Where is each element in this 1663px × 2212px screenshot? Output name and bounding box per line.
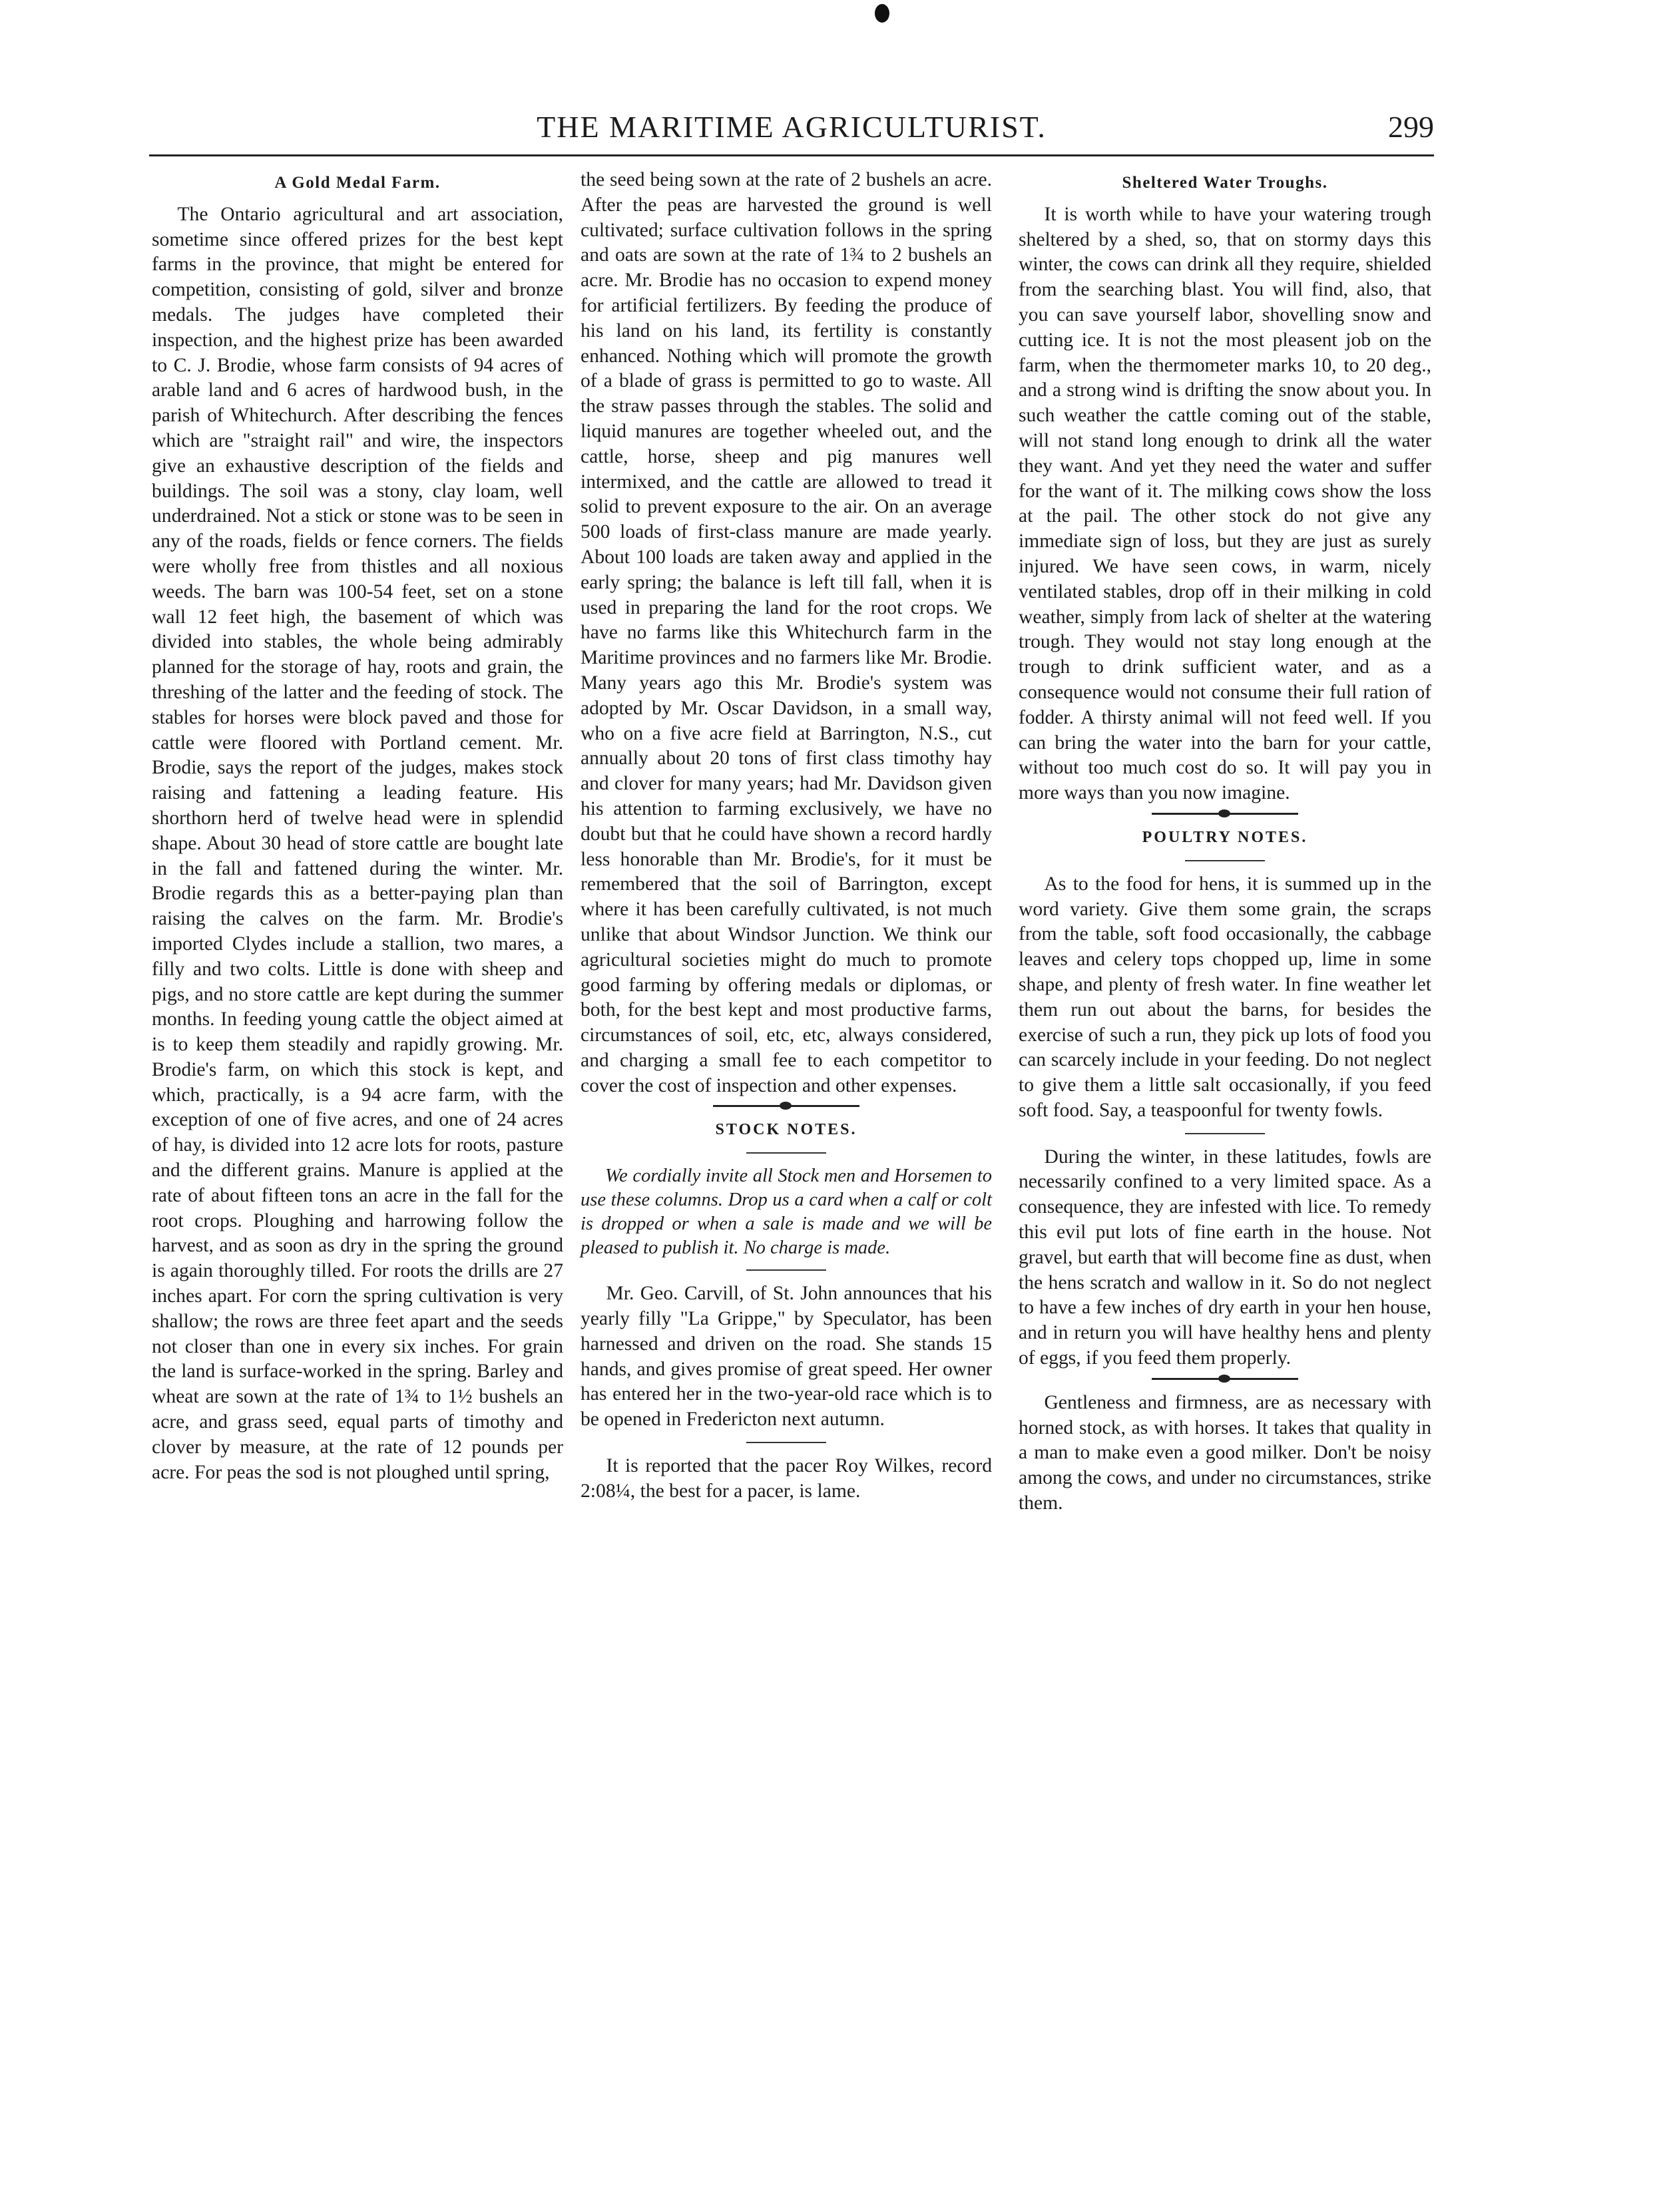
article-body-continued: the seed being sown at the rate of 2 bushels an acre. After the peas are harvested the ground is well cultivated; surface cultivation follows in the spring and oats are sown at the rate of 1¾ to 2 bushels an acre. Mr. Brodie has no occasion to expend money for artificial fertilizers. By feeding the produce of his land on his land, its fertility is constantly enhanced. Nothing which will promote the growth of a blade of grass is permitted to go to waste. All the straw passes through the stables. The solid and liquid manures are together wheeled out, and the cattle, horse, sheep and pig manures well intermixed, and the cattle are allowed to tread it solid to prevent exposure to the air. On an average 500 loads of first-class manure are made yearly. About 100 loads are taken away and applied in the early spring; the balance is left till fall, when it is used in preparing the land for the root crops. We have no farms like this Whitechurch farm in the Maritime provinces and no farmers like Mr. Brodie. Many years ago this Mr. Brodie's system was adopted by Mr. Oscar Davidson, in a small way, who on a five acre field at Barrington, N.S., cut annually about 20 tons of first class timothy hay and clover for many years; had Mr. Davidson given his attention to farming exclusively, we have no doubt but that he could have shown a record hardly less honorable than Mr. Brodie's, for it must be remembered that the soil of Barrington, except where it has been carefully cultivated, is not much unlike that about Windsor Junction. We think our agricultural societies might do much to promote good farming by offering medals or diplomas, or both, for the best kept and most productive farms, circumstances of soil, etc, etc, always considered, and charging a small fee to each competitor to cover the cost of inspection and other expenses. (581, 169, 992, 1096)
stock-note: Mr. Geo. Carvill, of St. John announces that his yearly filly "La Grippe," by Speculator, has been harnessed and driven on the road. She stands 15 hands, and gives promise of great speed. Her owner has entered her in the two-year-old race which is to be opened in Fredericton next autumn. (581, 1283, 992, 1431)
column-3 (1019, 168, 1431, 1516)
poultry-note: As to the food for hens, it is summed up in the word variety. Give them some grain, the scraps from the table, soft food occasionally, the cabbage leaves and celery tops chopped up, lime in some shape, and plenty of fresh water. In fine weather let them run out about the barns, for besides the exercise of such a run, they pick up lots of food you can scarcely include in your feeding. Do not neglect to give them a little salt occasionally, if you feed soft food. Say, a teaspoonful for twenty fowls. (1019, 873, 1431, 1121)
editorial-invitation: We cordially invite all Stock men and Horsemen to use these columns. Drop us a card when a calf or colt is dropped or when a sale is made and we will be pleased to publish it. No charge is made. (581, 1166, 992, 1259)
running-head (149, 109, 1434, 158)
article-body: The Ontario agricultural and art association, sometime since offered prizes for the best kept farms in the province, that might be entered for competition, consisting of gold, silver and bronze medals. The judges have completed their inspection, and the highest prize has been awarded to C. J. Brodie, whose farm consists of 94 acres of arable land and 6 acres of hardwood bush, in the parish of Whitechurch. After describing the fences which are "straight rail" and wire, the inspectors give an exhaustive description of the fields and buildings. The soil was a stony, clay loam, well underdrained. Not a stick or stone was to be seen in any of the roads, fields or fence corners. The fields were wholly free from thistles and all noxious weeds. The barn was 100-54 feet, set on a stone wall 12 feet high, the basement of which was divided into stables, the whole being admirably planned for the storage of hay, roots and grain, the threshing of the latter and the feeding of stock. The stables for horses were block paved and those for cattle were floored with Portland cement. Mr. Brodie, says the report of the judges, makes stock raising and fattening a leading feature. His shorthorn herd of twelve head were in splendid shape. About 30 head of store cattle are bought late in the fall and fattened during the winter. Mr. Brodie regards this as a better-paying plan than raising the calves on the farm. Mr. Brodie's imported Clydes include a stallion, two mares, a filly and two colts. Little is done with sheep and pigs, and no store cattle are kept during the summer months. In feeding young cattle the object aimed at is to keep them steadily and rapidly growing. Mr. Brodie's farm, on which this stock is kept, and which, practically, is a 94 acre farm, with the exception of one of five acres, and one of 24 acres of hay, is divided into 12 acre lots for roots, pasture and the different grains. Manure is applied at the rate of about fifteen tons an acre in the fall for the root crops. Ploughing and harrowing follow the harvest, and as soon as dry in the spring the ground is again thoroughly tilled. For roots the drills are 27 inches apart. For corn the spring cultivation is very shallow; the rows are three feet apart and the seeds not closer than one in every six inches. For grain the land is surface-worked in the spring. Barley and wheat are sown at the rate of 1¾ to 1½ bushels an acre, and grass seed, equal parts of timothy and clover by measure, at the rate of 12 pounds per acre. For peas the sod is not ploughed until spring, (152, 203, 563, 1483)
article-title-gold-medal-farm: A Gold Medal Farm. (274, 174, 441, 192)
page-number: 299 (1388, 110, 1434, 144)
section-divider (713, 1105, 859, 1107)
section-divider (1152, 1378, 1298, 1380)
section-title-poultry-notes: POULTRY NOTES. (1142, 828, 1308, 846)
journal-title: THE MARITIME AGRICULTURIST. (537, 110, 1047, 144)
poultry-note: Gentleness and firmness, are as necessary with horned stock, as with horses. It takes that quality in a man to make even a good milker. Don't be noisy among the cows, and under no circumstances, strike them. (1019, 1391, 1431, 1514)
article-body: It is worth while to have your watering trough sheltered by a shed, so, that on stormy days this winter, the cows can drink all they require, shielded from the searching blast. You will find, also, that you can save yourself labor, shovelling snow and cutting ice. It is not the most pleasent job on the farm, when the thermometer marks 10, to 20 deg., and a strong wind is drifting the snow about you. In such weather the cattle coming out of the stable, will not stand long enough to drink all the water they want. And yet they need the water and suffer for the want of it. The milking cows show the loss at the pail. The other stock do not give any immediate sign of loss, but they are just as surely injured. We have seen cows, in warm, nicely ventilated stables, drop off in their milking in cold weather, simply from lack of shelter at the watering trough. They would not stay long enough at the trough to drink sufficient water, and as a consequence would not consume their full ration of fodder. A thirsty animal will not feed well. If you can bring the water into the barn for your cattle, without too much cost do so. It will pay you in more ways than you now imagine. (1019, 203, 1431, 804)
section-title-stock-notes: STOCK NOTES. (715, 1121, 857, 1139)
column-1 (152, 168, 563, 1485)
article-title-sheltered-water-troughs: Sheltered Water Troughs. (1122, 174, 1328, 192)
printers-mark (875, 4, 889, 23)
short-rule (746, 1269, 826, 1271)
stock-note: It is reported that the pacer Roy Wilkes, record 2:08¼, the best for a pacer, is lame. (581, 1455, 992, 1502)
poultry-note: During the winter, in these latitudes, fowls are necessarily confined to a very limited space. As a consequence, they are infested with lice. To remedy this evil put lots of fine earth in the house. Not gravel, but earth that will become fine as dust, when the hens scratch and wallow in it. So do not neglect to have a few inches of dry earth in your hen house, and in return you will have healthy hens and plenty of eggs, if you feed them properly. (1019, 1146, 1431, 1369)
short-rule (1185, 1133, 1265, 1134)
short-rule (746, 1152, 826, 1154)
column-2 (581, 168, 992, 1504)
section-divider (1152, 813, 1298, 815)
header-rule (149, 154, 1434, 156)
short-rule (746, 1442, 826, 1443)
short-rule (1185, 860, 1265, 861)
